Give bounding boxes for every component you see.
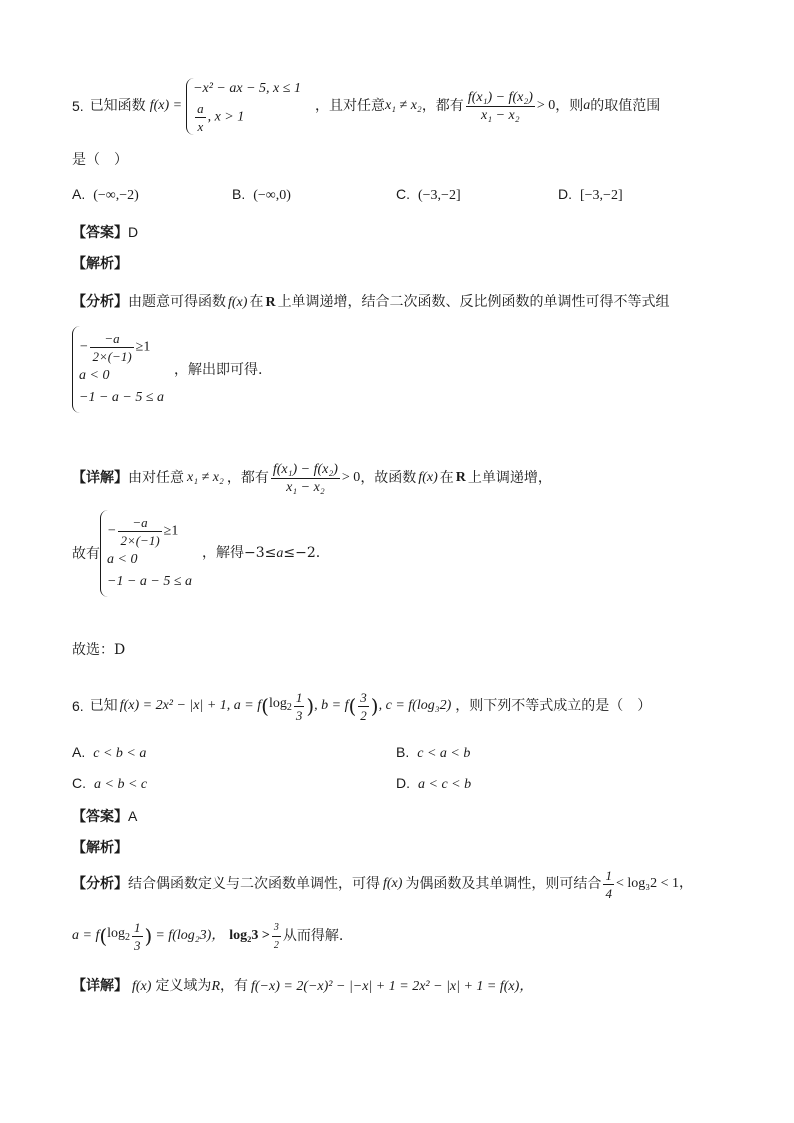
q5-sys-after: ，解出即可得. (174, 361, 263, 378)
q6-analysis-tag: 【解析】 (72, 840, 128, 856)
q5-sys-line1: − $\frac{-a}{2\times(-1)}$ ≥1 (79, 331, 151, 364)
q5-option-b: B. (−∞,0) (232, 186, 291, 203)
q5-option-a: A. (−∞,−2) (72, 186, 139, 203)
q6-answer: 【答案】A (72, 808, 138, 825)
q5-number: 5. (72, 98, 84, 114)
q5-option-d: D. [−3,−2] (558, 186, 623, 203)
q5-answer: 【答案】D (72, 224, 139, 241)
q5-fenxi: 【分析】由题意可得函数 f(x) 在 R 上单调递增，结合二次函数、反比例函数的单调性可得不等式组 (72, 294, 670, 310)
q6-b-frac: $\frac{3}{2}$ (360, 689, 367, 723)
q6-xiangjie: 【详解】 f(x) 定义域为R，有 f(−x) = 2(−x)² − |−x| + 1 = 2x² − |x| + 1 = f(x)， (72, 978, 534, 994)
q6-option-d: D. a < c < b (396, 775, 472, 792)
q5-piece2-frac: $\frac{a}{x}$ (197, 100, 204, 134)
q6-fenxi: 【分析】 结合偶函数定义与二次函数单调性，可得 f(x) 为偶函数及其单调性，则可结合 $\frac{1}{4}$ < log₃2 < 1， (72, 867, 693, 901)
q5-mid2: ，都有 (421, 98, 464, 114)
q5-option-c: C. (−3,−2] (396, 186, 461, 203)
q6-fenxi-line2: a = f ( $\log_2$ $\frac{1}{3}$ ) = f(log₂3)， log₂3 > $\frac{3}{2}$ 从而得解. (72, 919, 344, 953)
q5-stem (72, 78, 660, 134)
q5-xj-sys-prefix: 故有 (72, 545, 100, 562)
q5-xiangjie: 【详解】 由对任意 x₁ ≠ x₂ ，都有 $\frac{\text{f(x₁) − f(x₂)}}{\text{x₁ − x₂}}$ > 0 ，故函数 f(x) 在 R 上单调递增， (72, 461, 552, 495)
q5-tail: ，则 (555, 98, 584, 114)
q5-answer-value: D (128, 224, 139, 240)
q5-line2: 是（ ） (72, 152, 128, 168)
q6-stem: 6. 已知 f(x) = 2x² − |x| + 1, a = f ( $\log_2$ $\frac{1}{3}$ ) , b = f ( $\frac{3}{2}$ ) , c = f(log₃2) ，则下列不等式成立的是（ ） (72, 689, 652, 723)
q6-option-a: A. c < b < a (72, 744, 147, 761)
q6-prefix: 已知 (89, 698, 118, 714)
q6-a-frac: $\frac{1}{3}$ (295, 689, 303, 723)
q5-xj-sys-line3: −1 − a − 5 ≤ a (107, 574, 193, 589)
q5-mid: ，且对任意 (314, 98, 385, 114)
q5-fx: f(x) = (149, 98, 183, 113)
q5-xj-system (72, 510, 320, 597)
q5-var-a: a (583, 98, 591, 113)
q5-xj-sys-line2: a < 0 (107, 552, 138, 567)
q5-piecewise (186, 78, 301, 135)
q5-piece1: −x² − ax − 5, x ≤ 1 (193, 80, 301, 96)
q5-xj-sys-line1: − $\frac{-a}{2\times(-1)}$ ≥1 (107, 515, 179, 548)
q6-option-c: C. a < b < c (72, 775, 148, 792)
q5-sys-line2: a < 0 (79, 368, 110, 383)
q5-analysis-tag: 【解析】 (72, 256, 128, 272)
q5-sys-line3: −1 − a − 5 ≤ a (79, 390, 165, 405)
q6-def: f(x) = 2x² − |x| + 1, a = f (119, 698, 262, 713)
q5-piece2: $\frac{a}{x}$ , x > 1 (197, 100, 245, 134)
q5-xj-sys-after: ，解得−3≤a≤−2. (202, 545, 321, 561)
q5-tail2: 的取值范围 (590, 98, 661, 114)
q5-choose: 故选：D (72, 642, 126, 658)
q6-log-ineq: log₂3 > (229, 928, 270, 943)
q5-cond: x₁ ≠ x₂ (384, 98, 422, 113)
q5-prefix: 已知函数 (89, 98, 146, 114)
q6-number: 6. (72, 698, 84, 714)
q6-b-part: , b = f (314, 698, 349, 713)
q5-fraction: $\frac{\text{f(x₁) − f(x₂)}}{\text{x₁ − x₂}}$ (467, 89, 533, 123)
q5-gt0: > 0 (536, 98, 556, 113)
q6-answer-value: A (128, 808, 138, 824)
q6-option-b: B. c < a < b (396, 744, 471, 761)
q5-fenxi-system (72, 326, 262, 413)
q6-c-part: , c = f(log₃2) (378, 698, 452, 713)
q6-tail: ，则下列不等式成立的是（ ） (455, 698, 652, 714)
